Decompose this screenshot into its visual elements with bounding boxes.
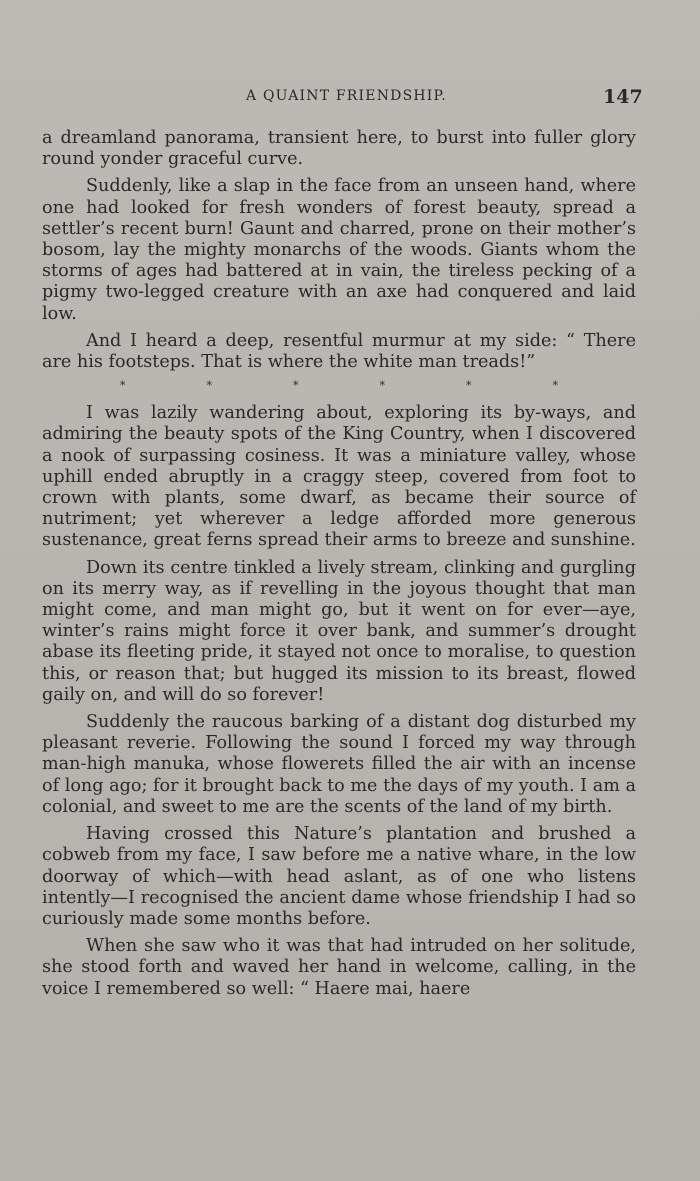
paragraph: Having crossed this Nature’s plantation and brushed a cobweb from my face, I saw before me a native whare, in the low doorway of which—with head aslant, as of one who listens intently—I recognised the ancient dame whose friendship I had so curiously made some months before. [42,824,636,929]
section-break-star: * [120,379,126,393]
section-break-star: * [552,379,558,393]
paragraph: Suddenly, like a slap in the face from an unseen hand, where one had looked for fresh wonders of forest beauty, spread a settler’s recent burn! Gaunt and charred, prone on their mother’s bosom, lay the mighty monarchs of the woods. Giants whom the storms of ages had battered at in vain, the tireless pecking of a pigmy two-legged creature with an axe had conquered and laid low. [42,176,636,324]
section-break-star: * [466,379,472,393]
running-title: A QUAINT FRIENDSHIP. [246,88,447,104]
section-break-star: * [379,379,385,393]
paragraph: When she saw who it was that had intruded on her solitude, she stood forth and waved her hand in welcome, calling, in the voice I remembered so well: “ Haere mai, haere [42,936,636,999]
body-text [42,128,636,1006]
running-head [0,88,700,112]
paragraph: I was lazily wandering about, exploring its by-ways, and admiring the beauty spots of the King Country, when I discovered a nook of surpassing cosiness. It was a miniature valley, whose uphill ended abruptly in a craggy steep, covered from foot to crown with plants, some dwarf, as became their source of nutriment; yet wherever a ledge afforded more generous sustenance, great ferns spread their arms to breeze and sunshine. [42,403,636,551]
section-break [42,379,636,393]
paragraph-continued: a dreamland panorama, transient here, to burst into fuller glory round yonder graceful curve. [42,128,636,170]
paragraph: Suddenly the raucous barking of a distant dog disturbed my pleasant reverie. Following the sound I forced my way through man-high manuka, whose flowerets filled the air with an incense of long ago; for it brought back to me the days of my youth. I am a colonial, and sweet to me are the scents of the land of my birth. [42,712,636,817]
section-break-star: * [206,379,212,393]
paragraph: And I heard a deep, resentful murmur at my side: “ There are his footsteps. That is where the white man treads!” [42,330,636,373]
page-number: 147 [603,86,643,108]
section-break-star: * [293,379,299,393]
paragraph: Down its centre tinkled a lively stream, clinking and gurgling on its merry way, as if revelling in the joyous thought that man might come, and man might go, but it went on for ever—aye, winter’s rains might force it over bank, and summer’s drought abase its fleeting pride, it stayed not once to moralise, to question this, or reason that; but hugged its mission to its breast, flowed gaily on, and will do so forever! [42,557,636,705]
